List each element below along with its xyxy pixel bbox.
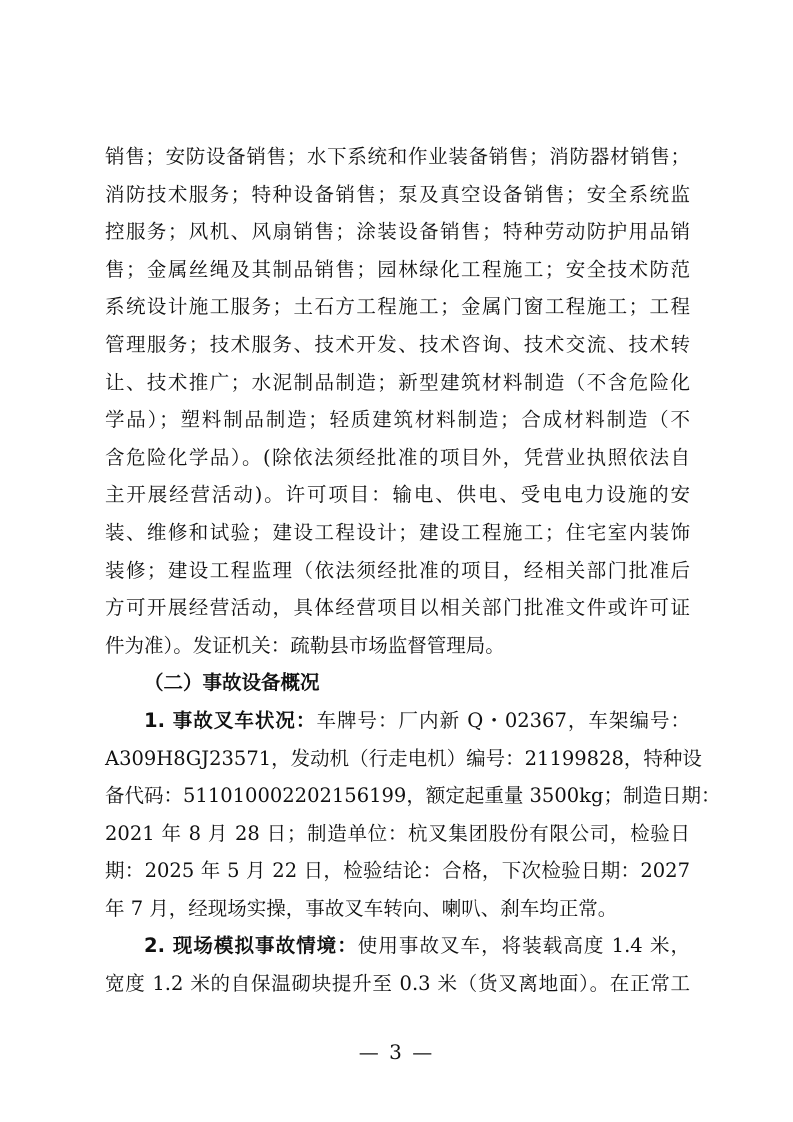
text-line: 备代码：511010002202156199，额定起重量 3500kg；制造日期： xyxy=(105,784,721,808)
document-body xyxy=(105,138,721,1003)
text-line: 让、技术推广；水泥制品制造；新型建筑材料制造（不含危险化 xyxy=(105,370,690,394)
item-text: 使用事故叉车，将装载高度 1.4 米， xyxy=(357,934,690,958)
text-line: 管理服务；技术服务、技术开发、技术咨询、技术交流、技术转 xyxy=(105,332,690,356)
text-line: 消防技术服务；特种设备销售；泵及真空设备销售；安全系统监 xyxy=(105,182,690,206)
text-line: 件为准）。发证机关：疏勒县市场监督管理局。 xyxy=(105,633,505,657)
text-line: 装修；建设工程监理（依法须经批准的项目，经相关部门批准后 xyxy=(105,558,690,582)
text-line: 售；金属丝绳及其制品销售；园林绿化工程施工；安全技术防范 xyxy=(105,257,690,281)
paragraph-business-scope xyxy=(105,138,690,664)
text-line: 销售；安防设备销售；水下系统和作业装备销售；消防器材销售； xyxy=(105,145,690,168)
text-line: 控服务；风机、风扇销售；涂装设备销售；特种劳动防护用品销 xyxy=(105,220,690,244)
paragraph-forklift-status xyxy=(105,702,721,928)
paragraph-simulation xyxy=(105,927,690,1002)
text-line: 2021 年 8 月 28 日；制造单位：杭叉集团股份有限公司，检验日 xyxy=(105,821,690,845)
text-line: 学品）；塑料制品制造；轻质建筑材料制造；合成材料制造（不 xyxy=(105,408,690,432)
text-line xyxy=(105,702,690,740)
section-heading: （二）事故设备概况 xyxy=(144,671,320,695)
text-line: 方可开展经营活动，具体经营项目以相关部门批准文件或许可证 xyxy=(105,596,690,620)
text-line: A309H8GJ23571，发动机（行走电机）编号：21199828，特种设 xyxy=(105,746,702,770)
text-line: 系统设计施工服务；土石方工程施工；金属门窗工程施工；工程 xyxy=(105,295,690,319)
text-line: 装、维修和试验；建设工程设计；建设工程施工；住宅室内装饰 xyxy=(105,520,690,544)
item-label: 1. 事故叉车状况： xyxy=(144,708,317,732)
item-label: 2. 现场模拟事故情境： xyxy=(144,934,358,958)
text-line xyxy=(105,927,690,965)
text-line: 期：2025 年 5 月 22 日，检验结论：合格，下次检验日期：2027 xyxy=(105,859,690,883)
page-number: — 3 — xyxy=(358,1040,435,1064)
text-line: 宽度 1.2 米的自保温砌块提升至 0.3 米（货叉离地面）。在正常工 xyxy=(105,972,690,996)
text-line: 年 7 月，经现场实操，事故叉车转向、喇叭、刹车均正常。 xyxy=(105,896,618,920)
text-line: 主开展经营活动)。许可项目：输电、供电、受电电力设施的安 xyxy=(105,483,690,507)
text-line: 含危险化学品）。(除依法须经批准的项目外，凭营业执照依法自 xyxy=(105,445,690,469)
item-text: 车牌号：厂内新 Q・02367，车架编号： xyxy=(316,708,690,732)
